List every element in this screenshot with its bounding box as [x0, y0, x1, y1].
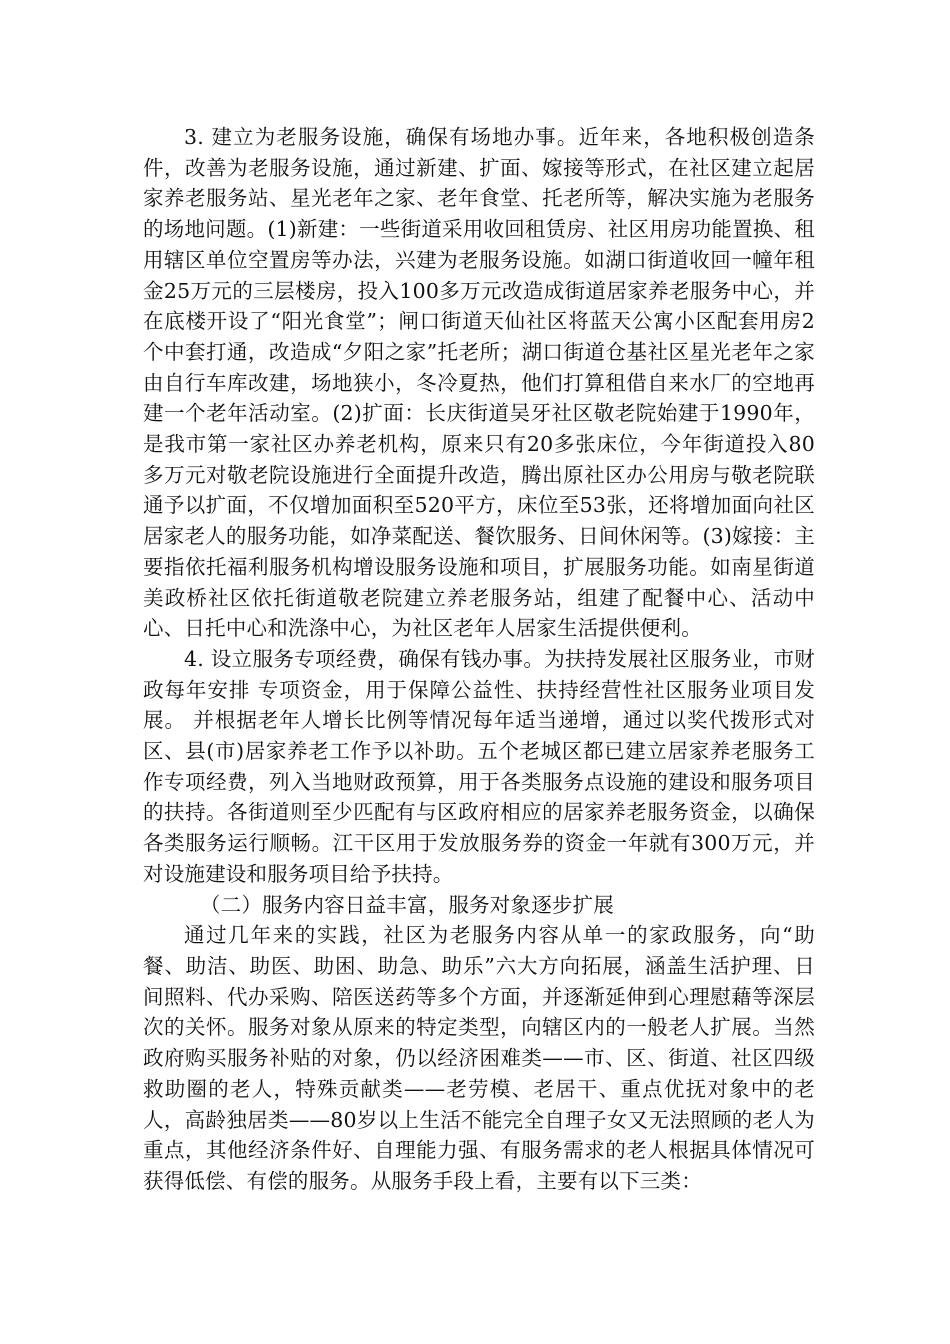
paragraph-funding: 4. 设立服务专项经费，确保有钱办事。为扶持发展社区服务业，市财政每年安排 专项资金，用于保障公益性、扶持经营性社区服务业项目发展。 并根据老年人增长比例等情况每年适当递增，通过以奖代拨形式对区、县(市)居家养老工作予以补助。五个老城区都已建立居家养老服务工作专项经费，列入当地财政预算，用于各类服务点设施的建设和服务项目的扶持。各街道则至少匹配有与区政府相应的居家养老服务资金，以确保各类服务运行顺畅。江干区用于发放服务券的资金一年就有300万元，并对设施建设和服务项目给予扶持。	[143, 646, 815, 886]
paragraph-facilities: 3. 建立为老服务设施，确保有场地办事。近年来，各地积极创造条件，改善为老服务设施，通过新建、扩面、嫁接等形式，在社区建立起居家养老服务站、星光老年之家、老年食堂、托老所等，解决实施为老服务的场地问题。(1)新建：一些街道采用收回租赁房、社区用房功能置换、租用辖区单位空置房等办法，兴建为老服务设施。如湖口街道收回一幢年租金25万元的三层楼房，投入100多万元改造成街道居家养老服务中心，并在底楼开设了“阳光食堂”；闸口街道天仙社区将蓝天公寓小区配套用房2个中套打通，改造成“夕阳之家”托老所；湖口街道仓基社区星光老年之家由自行车库改建，场地狭小，冬冷夏热，他们打算租借自来水厂的空地再建一个老年活动室。(2)扩面：长庆街道吴牙社区敬老院始建于1990年，是我市第一家社区办养老机构，原来只有20多张床位，今年街道投入80多万元对敬老院设施进行全面提升改造，腾出原社区办公用房与敬老院联通予以扩面，不仅增加面积至520平方，床位至53张，还将增加面向社区居家老人的服务功能，如净菜配送、餐饮服务、日间休闲等。(3)嫁接：主要指依托福利服务机构增设服务设施和项目，扩展服务功能。如南星街道美政桥社区依托街道敬老院建立养老服务站，组建了配餐中心、活动中心、日托中心和洗涤中心，为社区老年人居家生活提供便利。	[143, 125, 815, 641]
paragraph-services: 通过几年来的实践，社区为老服务内容从单一的家政服务，向“助餐、助洁、助医、助困、助急、助乐”六大方向拓展，涵盖生活护理、日间照料、代办采购、陪医送药等多个方面，并逐渐延伸到心理慰藉等深层次的关怀。服务对象从原来的特定类型，向辖区内的一般老人扩展。当然政府购买服务补贴的对象，仍以经济困难类——市、区、街道、社区四级救助圈的老人，特殊贡献类——老劳模、老居干、重点优抚对象中的老人，高龄独居类——80岁以上生活不能完全自理子女又无法照顾的老人为重点，其他经济条件好、自理能力强、有服务需求的老人根据具体情况可获得低偿、有偿的服务。从服务手段上看，主要有以下三类：	[143, 923, 815, 1193]
document-page	[143, 122, 815, 1197]
section-heading: （二）服务内容日益丰富，服务对象逐步扩展	[200, 892, 614, 917]
